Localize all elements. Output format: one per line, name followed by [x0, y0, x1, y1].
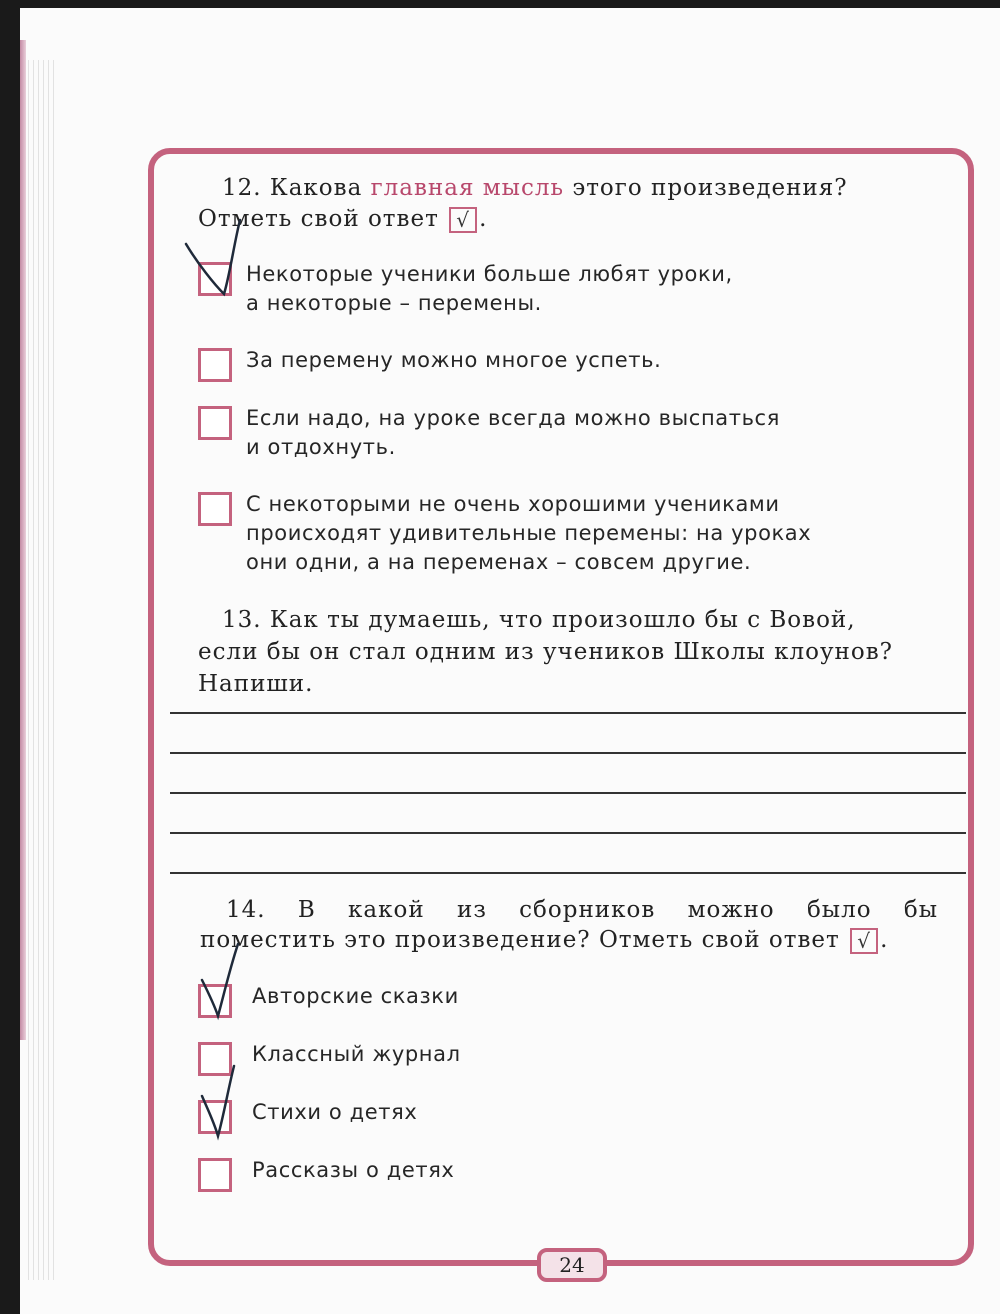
- q14-instruction: поместить это произведение? Отметь свой ответ √ .: [200, 927, 889, 953]
- checkbox[interactable]: [198, 1158, 232, 1192]
- q12-title: 12. Какова главная мысль этого произведения?: [222, 175, 848, 201]
- q13-line-1: 13. Как ты думаешь, что произошло бы с Вовой,: [222, 607, 856, 633]
- answer-line[interactable]: [170, 752, 966, 754]
- handwritten-check-icon: [196, 940, 256, 1030]
- page-number: 24: [537, 1248, 607, 1282]
- answer-line[interactable]: [170, 792, 966, 794]
- answer-line[interactable]: [170, 872, 966, 874]
- checkbox[interactable]: [198, 348, 232, 382]
- page-stack-edges: [28, 60, 58, 1280]
- q14-tick-box: [850, 928, 878, 954]
- answer-line[interactable]: [170, 712, 966, 714]
- q12-tick-box: [449, 207, 477, 233]
- q12-highlight: главная мысль: [370, 175, 565, 201]
- check-mark-icon: √: [456, 208, 470, 232]
- handwritten-check-icon: [180, 214, 260, 304]
- q12-instruction: Отметь свой ответ √ .: [198, 206, 488, 232]
- check-mark-icon: √: [857, 929, 871, 953]
- q13-line-3: Напиши.: [198, 671, 314, 697]
- handwritten-check-icon: [196, 1060, 256, 1150]
- page-edge: [20, 40, 26, 1040]
- q14-line-1: 14. В какой из сборников можно было бы: [226, 897, 938, 923]
- checkbox[interactable]: [198, 406, 232, 440]
- checkbox[interactable]: [198, 492, 232, 526]
- answer-line[interactable]: [170, 832, 966, 834]
- q13-line-2: если бы он стал одним из учеников Школы клоунов?: [198, 639, 893, 665]
